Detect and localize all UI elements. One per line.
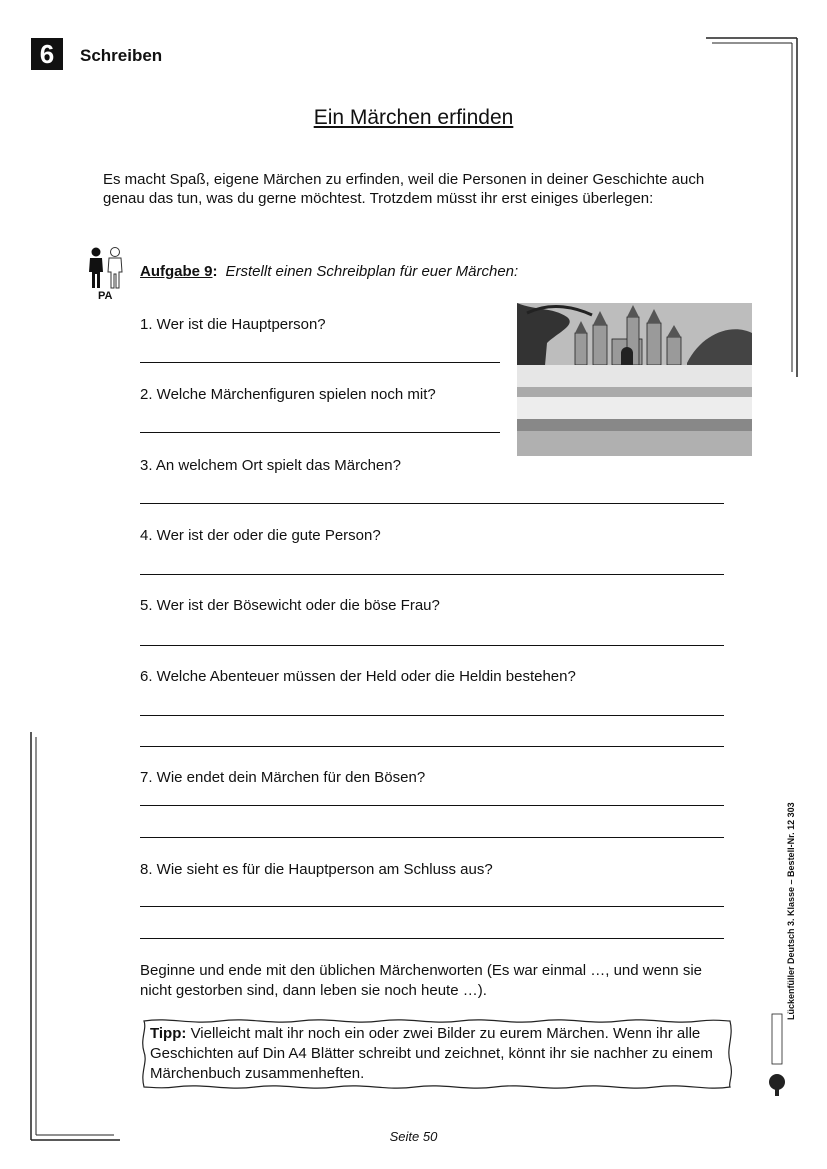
question-3: 3. An welchem Ort spielt das Märchen? [140,457,401,474]
answer-line-2[interactable] [140,432,500,433]
tip-body: Vielleicht malt ihr noch ein oder zwei Bilder zu eurem Märchen. Wenn ihr alle Geschichten auf Din A4 Blätter schreibt und zeichnet, könnt ihr sie nachher zu einem Märchenbuch zusammenheften. [150,1025,713,1082]
chapter-number: 6 [31,38,63,70]
question-8: 8. Wie sieht es für die Hauptperson am Schluss aus? [140,861,493,878]
tip-label: Tipp: [150,1025,187,1042]
question-6: 6. Welche Abenteuer müssen der Held oder die Heldin bestehen? [140,668,576,685]
partner-work-icon [86,246,126,292]
side-note: Lückenfüller Deutsch 3. Klasse – Bestell-Nr. 12 303 [786,802,796,1020]
page-title: Ein Märchen erfinden [313,106,514,129]
page-number: Seite 50 [389,1129,438,1144]
answer-line-6a[interactable] [140,715,724,716]
answer-line-3[interactable] [140,503,724,504]
question-1: 1. Wer ist die Hauptperson? [140,316,326,333]
answer-line-7a[interactable] [140,805,724,806]
question-4: 4. Wer ist der oder die gute Person? [140,527,381,544]
answer-line-7b[interactable] [140,837,724,838]
answer-line-6b[interactable] [140,746,724,747]
question-5: 5. Wer ist der Bösewicht oder die böse Frau? [140,597,440,614]
pa-badge: PA [98,290,113,302]
answer-line-4[interactable] [140,574,724,575]
question-2: 2. Welche Märchenfiguren spielen noch mit? [140,386,436,403]
castle-illustration [517,303,752,456]
closing-text: Beginne und ende mit den üblichen Märchenworten (Es war einmal …, und wenn sie nicht gestorben sind, dann leben sie noch heute …). [140,962,702,999]
answer-line-8a[interactable] [140,906,724,907]
intro-text: Es macht Spaß, eigene Märchen zu erfinden, weil die Personen in deiner Geschichte auch genau das tun, was du gerne möchtest. Trotzdem müsst ihr erst einiges überlegen: [103,171,705,207]
section-label: Schreiben [80,46,163,65]
task-instruction: Erstellt einen Schreibplan für euer Märchen: [225,263,519,280]
publisher-logo [766,1012,788,1098]
task-colon: : [212,263,218,280]
tip-text [150,1024,726,1084]
answer-line-1[interactable] [140,362,500,363]
task-label: Aufgabe 9 [140,263,213,280]
answer-line-8b[interactable] [140,938,724,939]
task-heading [140,263,518,280]
answer-line-5[interactable] [140,645,724,646]
question-7: 7. Wie endet dein Märchen für den Bösen? [140,769,426,786]
